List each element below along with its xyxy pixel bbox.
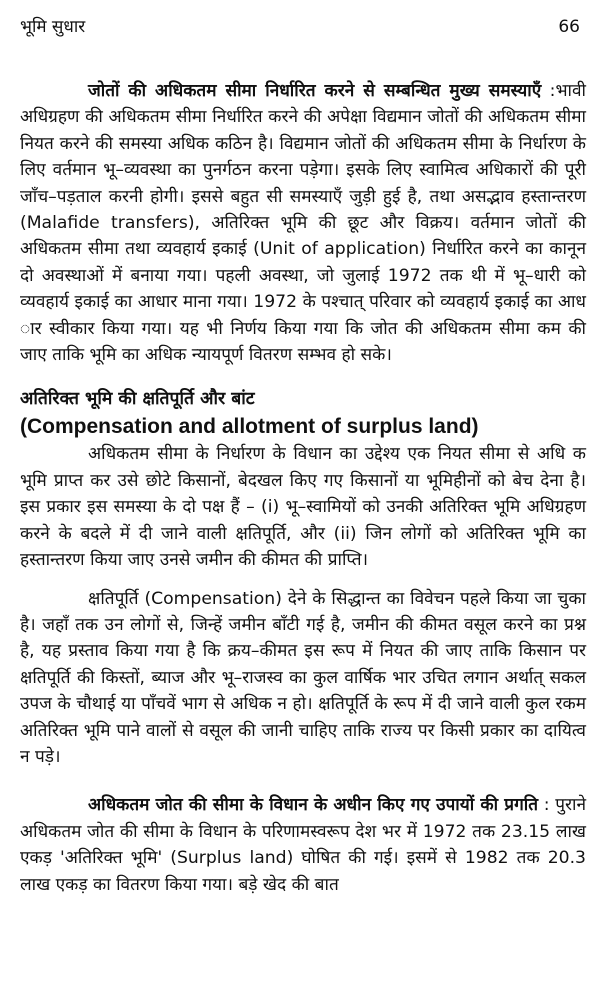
section-heading-english: (Compensation and allotment of surplus land) xyxy=(20,415,479,439)
paragraph-progress xyxy=(20,792,586,898)
paragraph-body: :भावी अधिग्रहण की अधिकतम सीमा निर्धारित करने की अपेक्षा विद्यमान जोतों की अधिकतम सीमा नियत करने की समस्या अधिक कठिन है। विद्यमान जोतों की अधिकतम सीमा के निर्धारण के लिए वर्तमान भू–व्यवस्था का पुनर्गठन करना पड़ेगा। इसके लिए स्वामित्व अधिकारों की पूरी जाँच–पड़ताल करनी होगी। इससे बहुत सी समस्याएँ जुड़ी हुई है, तथा असद्भाव हस्तान्तरण (Malafide transfers), अतिरिक्त भूमि की छूट और विक्रय। वर्तमान जोतों की अधिकतम सीमा तथा व्यवहार्य इकाई (Unit of application) निर्धारित करने का कानून दो अवस्थाओं में बनाया गया। पहली अवस्था, जो जुलाई 1972 तक थी में भू–धारी को व्यवहार्य इकाई का आधार माना गया। 1972 के पश्चात् परिवार को व्यवहार्य इकाई का आध ार स्वीकार किया गया। यह भी निर्णय किया गया कि जोत की अधिकतम सीमा कम की जाए ताकि भूमि का अधिक न्यायपूर्ण वितरण सम्भव हो सके। xyxy=(20,81,587,366)
paragraph-body: : पुराने अधिकतम जोत की सीमा के विधान के परिणामस्वरूप देश भर में 1972 तक 23.15 लाख एकड़ 'अतिरिक्त भूमि' (Surplus land) घोषित की गई। इसमें से 1982 तक 20.3 लाख एकड़ का वितरण किया गया। बड़े खेद की बात xyxy=(20,795,586,895)
paragraph-compensation: क्षतिपूर्ति (Compensation) देने के सिद्धान्त का विवेचन पहले किया जा चुका है। जहाँ तक उन लोगों से, जिन्हें जमीन बाँटी गई है, जमीन की कीमत वसूल करने का प्रश्न है, यह प्रस्ताव किया गया है कि क्रय–कीमत इस रूप में नियत की जाए ताकि किसान पर क्षतिपूर्ति की किस्तों, ब्याज और भू–राजस्व का कुल वार्षिक भार उचित लगान अर्थात् सकल उपज के चौथाई या पाँचवें भाग से अधिक न हो। क्षतिपूर्ति के रूप में दी जाने वाली कुल रकम अतिरिक्त भूमि पाने वालों से वसूल की जानी चाहिए ताकि राज्य पर किसी प्रकार का दायित्व न पड़े। xyxy=(20,588,586,767)
paragraph-ceiling-problems xyxy=(20,78,586,368)
page-number: 66 xyxy=(558,17,580,37)
page-header xyxy=(20,14,586,44)
paragraph-run-in-heading: जोतों की अधिकतम सीमा निर्धारित करने से सम्बन्धित मुख्य समस्याएँ xyxy=(88,81,542,101)
paragraph-objective: अधिकतम सीमा के निर्धारण के विधान का उद्देश्य एक नियत सीमा से अधि क भूमि प्राप्त कर उसे छोटे किसानों, बेदखल किए गए किसानों या भूमिहीनों को बेच देना है। इस प्रकार इस समस्या के दो पक्ष हैं – (i) भू–स्वामियों को उनकी अतिरिक्त भूमि अधिग्रहण करने के बदले में दी जाने वाली क्षतिपूर्ति, और (ii) जिन लोगों को अतिरिक्त भूमि का हस्तान्तरण किया जाए उनसे जमीन की कीमत की प्राप्ति। xyxy=(20,444,586,571)
paragraph-run-in-heading: अधिकतम जोत की सीमा के विधान के अधीन किए गए उपायों की प्रगति xyxy=(88,795,538,816)
section-heading-hindi: अतिरिक्त भूमि की क्षतिपूर्ति और बांट xyxy=(20,389,255,410)
running-title: भूमि सुधार xyxy=(20,17,86,37)
